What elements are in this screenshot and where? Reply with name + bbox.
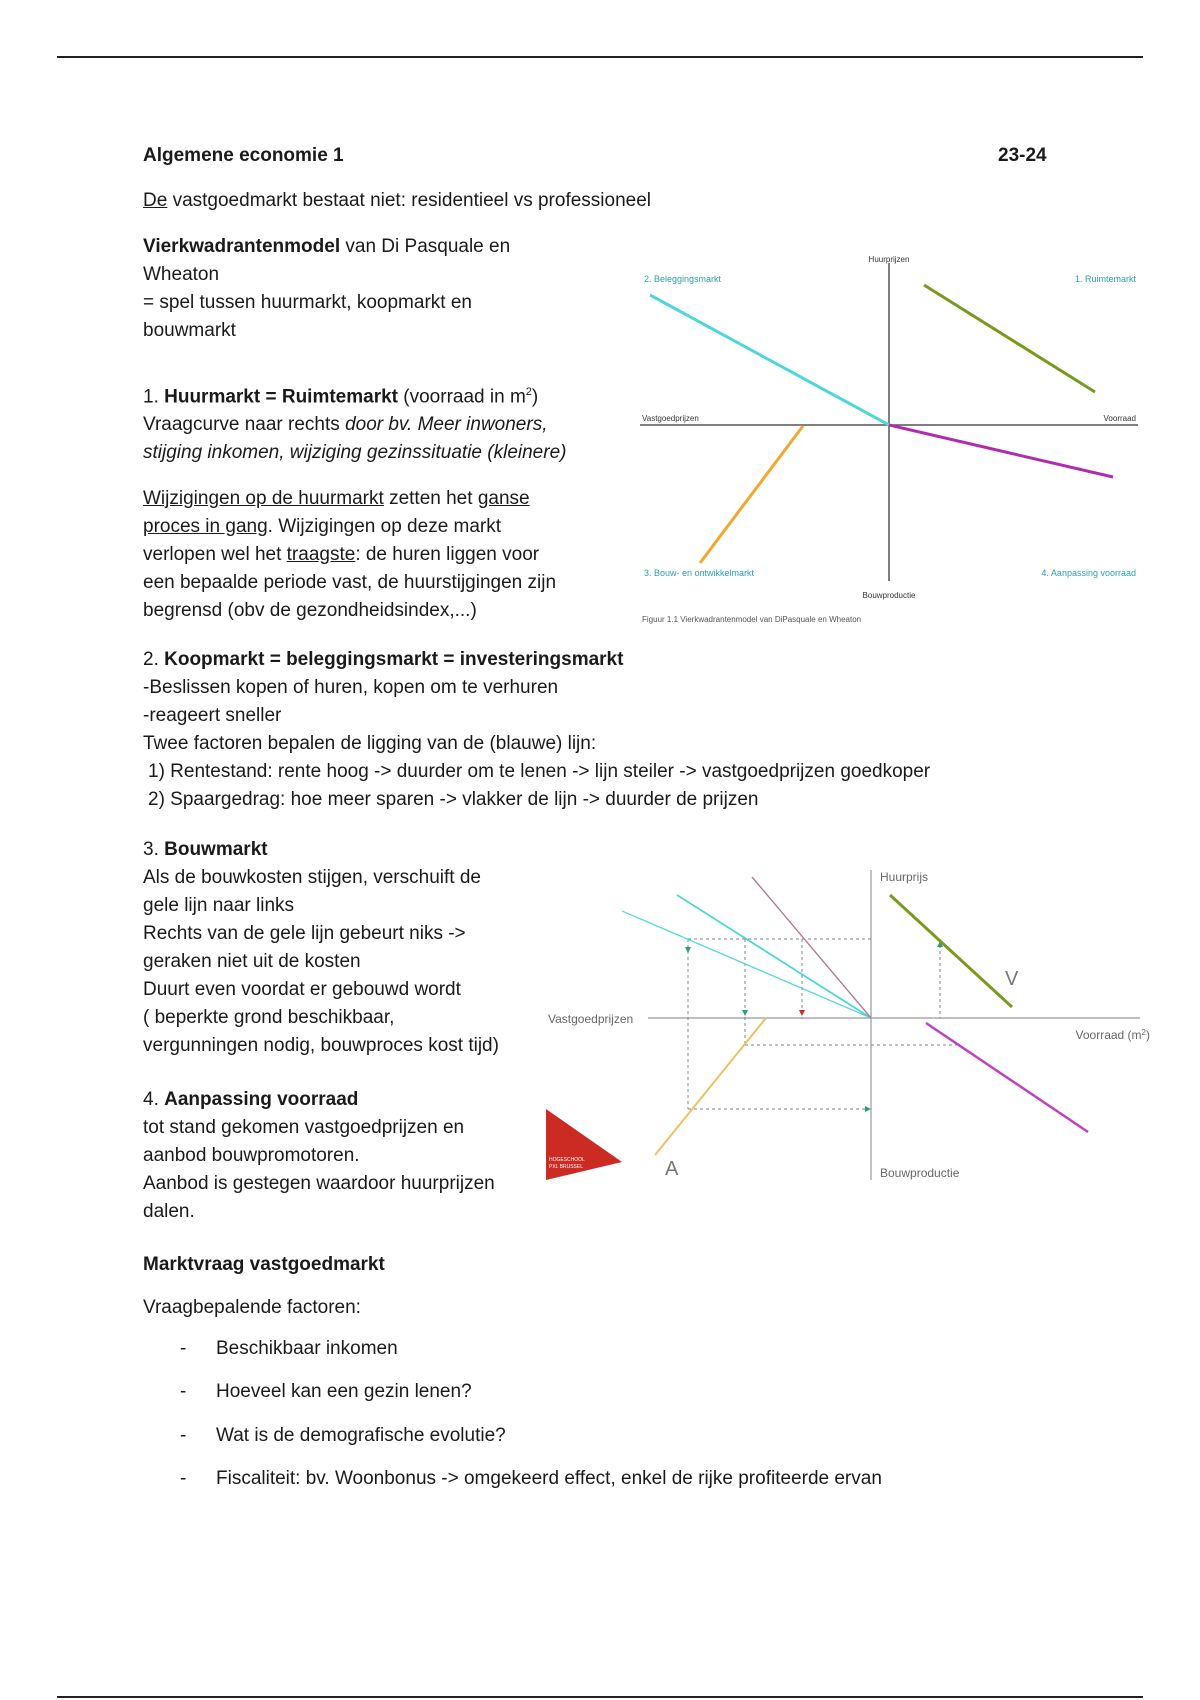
quadrant-label-ruimtemarkt: 1. Ruimtemarkt xyxy=(1074,274,1136,284)
line-bouwmarkt xyxy=(700,426,803,563)
list-item: Hoeveel kan een gezin lenen? xyxy=(216,1381,472,1402)
huurmarkt-paragraph: Wijzigingen op de huurmarkt zetten het ganse proces in gang. Wijzigingen op deze markt verlopen wel het traagste: de huren liggen voor een bepaalde periode vast, de huurstijgingen zijn begrensd (obv de gezondheidsindex,...) xyxy=(143,488,557,621)
quadrant-label-beleggingsmarkt: 2. Beleggingsmarkt xyxy=(644,274,722,284)
line-magenta xyxy=(926,1023,1088,1132)
line-teal-flat xyxy=(622,911,871,1018)
section-huurmarkt: 1. Huurmarkt = Ruimtemarkt (voorraad in $m^2$) Vraagcurve naar rechts door bv. Meer inwoners, stijging inkomen, wijziging gezinssituatie (kleinere) xyxy=(143,386,567,464)
quadrant-label-bouwmarkt: 3. Bouw- en ontwikkelmarkt xyxy=(644,568,755,578)
axis-label-vastgoedprijzen: Vastgoedprijzen xyxy=(642,414,699,423)
bullet-dash: - xyxy=(180,1468,187,1489)
bullet-dash: - xyxy=(180,1381,187,1402)
bottom-rule xyxy=(57,1696,1143,1698)
section-koopmarkt: 2. Koopmarkt = beleggingsmarkt = investeringsmarkt -Beslissen kopen of huren, kopen om te verhuren -reageert sneller Twee factoren bepalen de ligging van de (blauwe) lijn: 1) Rentestand: rente hoog -> duurder om te lenen -> lijn steiler -> vastgoedprijzen goedkoper 2) Spaargedrag: hoe meer sparen -> vlakker de lijn -> duurder de prijzen xyxy=(143,649,931,810)
figure-caption: Figuur 1.1 Vierkwadrantenmodel van DiPasquale en Wheaton xyxy=(642,615,862,624)
logo-text-2: PXL BRUSSEL xyxy=(549,1164,583,1170)
quadrant-label-aanpassing: 4. Aanpassing voorraad xyxy=(1041,568,1136,578)
axis-label-voorraad: Voorraad $(m^2)$ xyxy=(1075,1028,1150,1042)
list-item: Wat is de demografische evolutie? xyxy=(216,1425,506,1446)
demand-title: Marktvraag vastgoedmarkt xyxy=(143,1254,385,1275)
logo-text-1: HOGESCHOOL xyxy=(549,1157,585,1163)
guide-arrows xyxy=(685,941,943,1112)
line-yellow-a xyxy=(655,1018,766,1155)
shift-figure xyxy=(540,855,1160,1185)
label-v: V xyxy=(1005,968,1019,990)
axis-label-huurprijzen: Huurprijzen xyxy=(868,255,910,264)
line-aanpassing-voorraad xyxy=(889,425,1113,477)
section-bouwmarkt: 3. Bouwmarkt Als de bouwkosten stijgen, verschuift de gele lijn naar links Rechts van de gele lijn gebeurt niks -> geraken niet uit de kosten Duurt even voordat er gebouwd wordt ( beperkte grond beschikbaar, vergunningen nodig, bouwproces kost tijd) xyxy=(143,839,499,1056)
four-quadrant-figure xyxy=(630,245,1150,635)
bullet-dash: - xyxy=(180,1338,187,1359)
list-item: Fiscaliteit: bv. Woonbonus -> omgekeerd effect, enkel de rijke profiteerde ervan xyxy=(216,1468,882,1489)
demand-subtitle: Vraagbepalende factoren: xyxy=(143,1297,361,1318)
bullet-dash: - xyxy=(180,1425,187,1446)
line-teal-steep xyxy=(677,895,871,1018)
label-a: A xyxy=(665,1158,679,1180)
axis-label-vastgoedprijzen: Vastgoedprijzen xyxy=(548,1012,634,1026)
academic-year: 23-24 xyxy=(998,145,1047,166)
list-item: Beschikbaar inkomen xyxy=(216,1338,398,1359)
dashed-guides xyxy=(688,939,960,1109)
model-block: Vierkwadrantenmodel van Di Pasquale en Wheaton = spel tussen huurmarkt, koopmarkt en bouwmarkt xyxy=(143,236,511,341)
section-aanpassing-voorraad: 4. Aanpassing voorraad tot stand gekomen vastgoedprijzen en aanbod bouwpromotoren. Aanbod is gestegen waardoor huurprijzen dalen. xyxy=(143,1089,495,1222)
axis-label-bouwproductie: Bouwproductie xyxy=(862,591,916,600)
line-green-v xyxy=(890,895,1012,1007)
intro-line: De vastgoedmarkt bestaat niet: residentieel vs professioneel xyxy=(143,190,652,211)
axis-label-huurprijs: Huurprijs xyxy=(880,870,929,884)
axis-label-bouwproductie: Bouwproductie xyxy=(880,1166,960,1180)
line-mauve xyxy=(752,877,871,1018)
top-rule xyxy=(57,56,1143,58)
course-title: Algemene economie 1 xyxy=(143,145,344,166)
line-beleggingsmarkt xyxy=(650,295,889,425)
line-ruimtemarkt xyxy=(924,285,1095,392)
axis-label-voorraad: Voorraad xyxy=(1103,414,1136,423)
